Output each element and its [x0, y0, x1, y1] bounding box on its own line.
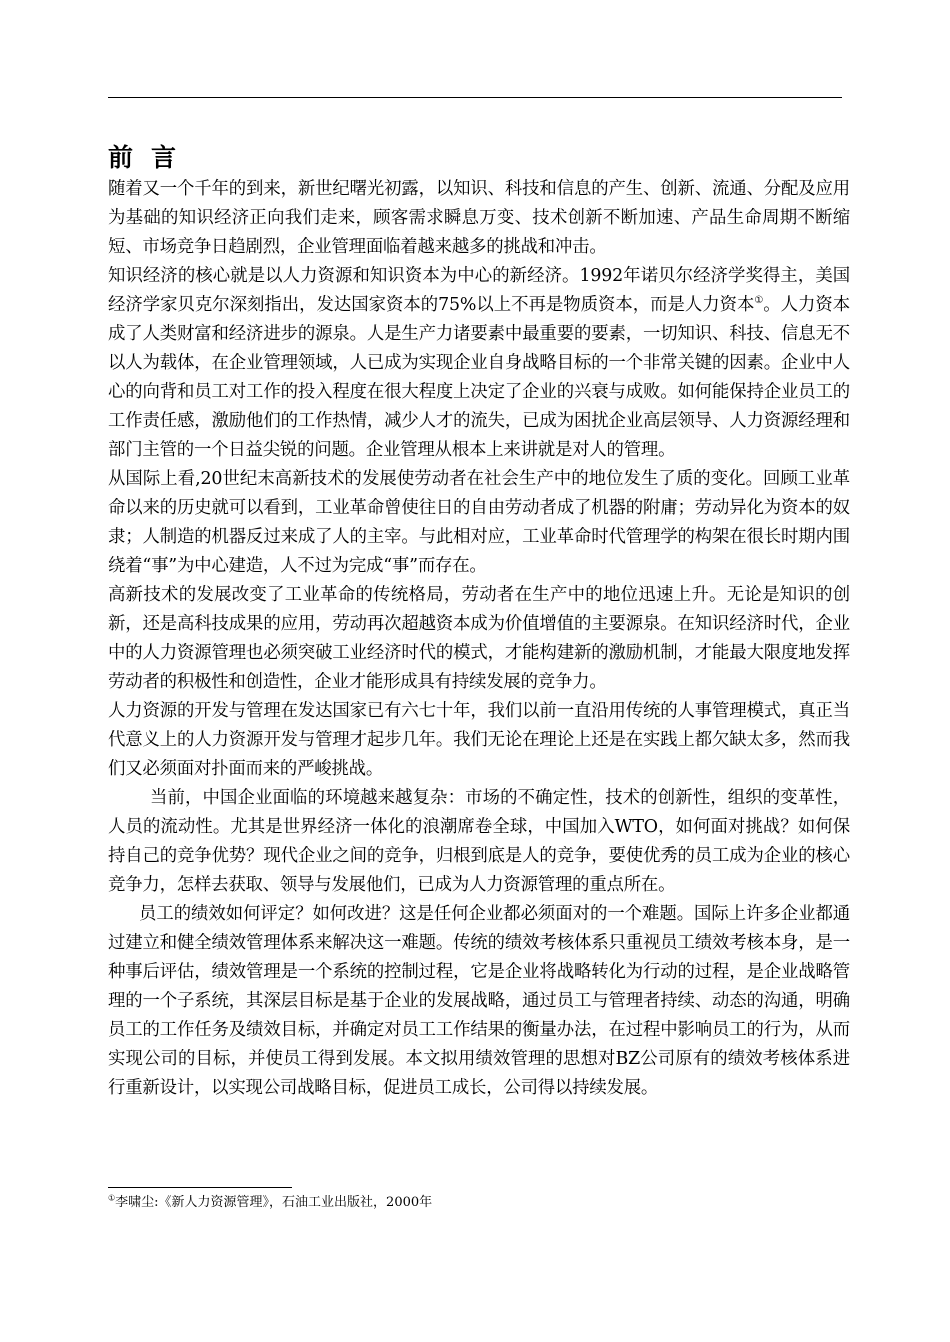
footnote-reference[interactable]: ① — [754, 295, 764, 307]
body-text — [108, 175, 850, 1103]
footnote-text: 李啸尘:《新人力资源管理》，石油工业出版社，2000年 — [115, 1195, 433, 1210]
footnote-rule — [108, 1187, 292, 1188]
footnote-marker: ① — [108, 1193, 116, 1203]
section-heading: 前言 — [108, 143, 195, 172]
paragraph: 从国际上看,20世纪末高新技术的发展使劳动者在社会生产中的地位发生了质的变化。回顾工业革命以来的历史就可以看到，工业革命曾使往日的自由劳动者成了机器的附庸；劳动异化为资本的奴隶；人制造的机器反过来成了人的主宰。与此相对应，工业革命时代管理学的构架在很长时期内围绕着“事”为中心建造，人不过为完成“事”而存在。 — [108, 469, 850, 576]
paragraph-text: 知识经济的核心就是以人力资源和知识资本为中心的新经济。1992年诺贝尔经济学奖得主，美国经济学家贝克尔深刻指出，发达国家资本的75%以上不再是物质资本，而是人力资本 — [108, 266, 850, 315]
footnote — [108, 1194, 432, 1212]
paragraph — [108, 262, 850, 465]
paragraph-text: 。人力资本成了人类财富和经济进步的源泉。人是生产力诸要素中最重要的要素，一切知识、科技、信息无不以人为载体，在企业管理领域，人已成为实现企业自身战略目标的一个非常关键的因素。企业中人心的向背和员工对工作的投入程度在很大程度上决定了企业的兴衰与成败。如何能保持企业员工的工作责任感，激励他们的工作热情，减少人才的流失，已成为困扰企业高层领导、人力资源经理和部门主管的一个日益尖锐的问题。企业管理从根本上来讲就是对人的管理。 — [108, 295, 850, 460]
paragraph: 员工的绩效如何评定？如何改进？这是任何企业都必须面对的一个难题。国际上许多企业都通过建立和健全绩效管理体系来解决这一难题。传统的绩效考核体系只重视员工绩效考核本身，是一种事后评估，绩效管理是一个系统的控制过程，它是企业将战略转化为行动的过程，是企业战略管理的一个子系统，其深层目标是基于企业的发展战略，通过员工与管理者持续、动态的沟通，明确员工的工作任务及绩效目标，并确定对员工工作结果的衡量办法，在过程中影响员工的行为，从而实现公司的目标，并使员工得到发展。本文拟用绩效管理的思想对BZ公司原有的绩效考核体系进行重新设计，以实现公司战略目标，促进员工成长，公司得以持续发展。 — [108, 904, 850, 1098]
paragraph: 人力资源的开发与管理在发达国家已有六七十年，我们以前一直沿用传统的人事管理模式，真正当代意义上的人力资源开发与管理才起步几年。我们无论在理论上还是在实践上都欠缺太多，然而我们又必须面对扑面而来的严峻挑战。 — [108, 701, 850, 779]
paragraph: 当前，中国企业面临的环境越来越复杂：市场的不确定性，技术的创新性，组织的变革性，人员的流动性。尤其是世界经济一体化的浪潮席卷全球，中国加入WTO，如何面对挑战？如何保持自己的竞争优势？现代企业之间的竞争，归根到底是人的竞争，要使优秀的员工成为企业的核心竞争力，怎样去获取、领导与发展他们，已成为人力资源管理的重点所在。 — [108, 788, 850, 895]
paragraph: 高新技术的发展改变了工业革命的传统格局，劳动者在生产中的地位迅速上升。无论是知识的创新，还是高科技成果的应用，劳动再次超越资本成为价值增值的主要源泉。在知识经济时代，企业中的人力资源管理也必须突破工业经济时代的模式，才能构建新的激励机制，才能最大限度地发挥劳动者的积极性和创造性，企业才能形成具有持续发展的竞争力。 — [108, 585, 850, 692]
paragraph: 随着又一个千年的到来，新世纪曙光初露，以知识、科技和信息的产生、创新、流通、分配及应用为基础的知识经济正向我们走来，顾客需求瞬息万变、技术创新不断加速、产品生命周期不断缩短、市场竞争日趋剧烈，企业管理面临着越来越多的挑战和冲击。 — [108, 179, 850, 257]
header-rule — [108, 97, 842, 98]
